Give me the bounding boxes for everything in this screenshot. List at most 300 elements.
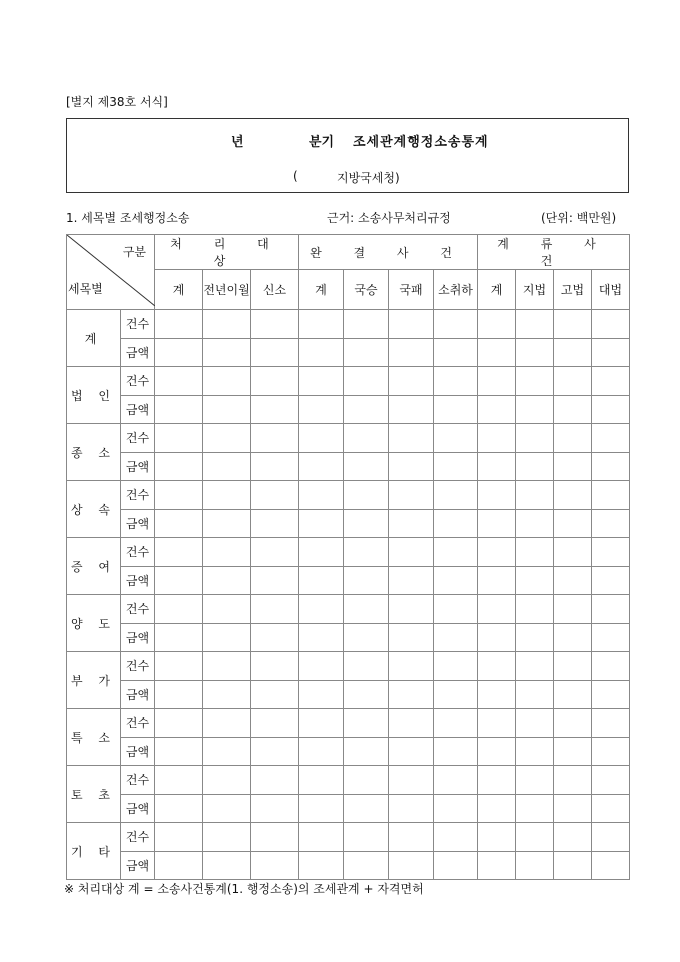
data-cell[interactable] bbox=[554, 395, 592, 424]
data-cell[interactable] bbox=[344, 310, 389, 339]
data-cell[interactable] bbox=[203, 652, 251, 681]
data-cell[interactable] bbox=[299, 623, 344, 652]
data-cell[interactable] bbox=[389, 395, 434, 424]
data-cell[interactable] bbox=[554, 509, 592, 538]
sub-header-cell: 계 bbox=[299, 270, 344, 310]
category-label: 계 bbox=[84, 331, 103, 346]
data-cell[interactable] bbox=[389, 424, 434, 453]
category-cell bbox=[67, 310, 121, 367]
corner-label-semok: 세목별 bbox=[68, 282, 103, 296]
corner-label-gubun: 구분 bbox=[122, 245, 146, 259]
sub-header-cell: 신소 bbox=[251, 270, 299, 310]
data-cell[interactable] bbox=[251, 310, 299, 339]
data-cell[interactable] bbox=[478, 538, 516, 567]
data-cell[interactable] bbox=[516, 766, 554, 795]
data-cell[interactable] bbox=[434, 310, 478, 339]
data-cell[interactable] bbox=[592, 310, 630, 339]
data-cell[interactable] bbox=[203, 595, 251, 624]
table-row bbox=[67, 424, 630, 453]
data-cell[interactable] bbox=[516, 823, 554, 852]
data-cell[interactable] bbox=[434, 424, 478, 453]
table-row bbox=[67, 310, 630, 339]
data-cell[interactable] bbox=[516, 623, 554, 652]
data-cell[interactable] bbox=[478, 509, 516, 538]
data-cell[interactable] bbox=[389, 623, 434, 652]
footnote: ※ 처리대상 계 = 소송사건통계(1. 행정소송)의 조세관계 + 자격면허 bbox=[64, 882, 424, 896]
data-cell[interactable] bbox=[389, 794, 434, 823]
data-cell[interactable] bbox=[389, 595, 434, 624]
row-sub-label: 금액 bbox=[121, 794, 155, 823]
table-row bbox=[67, 509, 630, 538]
data-cell[interactable] bbox=[592, 538, 630, 567]
group-header-processing bbox=[155, 235, 299, 270]
data-cell[interactable] bbox=[155, 737, 203, 766]
row-sub-label: 금액 bbox=[121, 737, 155, 766]
data-cell[interactable] bbox=[516, 709, 554, 738]
data-cell[interactable] bbox=[478, 367, 516, 396]
sub-header-cell: 대법 bbox=[592, 270, 630, 310]
data-cell[interactable] bbox=[516, 595, 554, 624]
data-cell[interactable] bbox=[516, 424, 554, 453]
data-cell[interactable] bbox=[299, 709, 344, 738]
data-cell[interactable] bbox=[155, 338, 203, 367]
data-cell[interactable] bbox=[155, 652, 203, 681]
data-cell[interactable] bbox=[478, 481, 516, 510]
data-cell[interactable] bbox=[554, 623, 592, 652]
data-cell[interactable] bbox=[516, 538, 554, 567]
data-cell[interactable] bbox=[516, 794, 554, 823]
data-cell[interactable] bbox=[592, 794, 630, 823]
data-cell[interactable] bbox=[592, 452, 630, 481]
data-cell[interactable] bbox=[592, 737, 630, 766]
data-cell[interactable] bbox=[299, 652, 344, 681]
data-cell[interactable] bbox=[434, 509, 478, 538]
data-cell[interactable] bbox=[344, 509, 389, 538]
sub-header-cell: 계 bbox=[478, 270, 516, 310]
data-cell[interactable] bbox=[592, 424, 630, 453]
data-cell[interactable] bbox=[344, 367, 389, 396]
data-cell[interactable] bbox=[203, 680, 251, 709]
data-cell[interactable] bbox=[299, 680, 344, 709]
data-cell[interactable] bbox=[554, 424, 592, 453]
data-cell[interactable] bbox=[203, 623, 251, 652]
data-cell[interactable] bbox=[516, 566, 554, 595]
data-cell[interactable] bbox=[554, 709, 592, 738]
row-sub-label: 건수 bbox=[121, 538, 155, 567]
data-cell[interactable] bbox=[344, 766, 389, 795]
data-cell[interactable] bbox=[554, 766, 592, 795]
data-cell[interactable] bbox=[478, 766, 516, 795]
data-cell[interactable] bbox=[344, 652, 389, 681]
data-cell[interactable] bbox=[155, 395, 203, 424]
data-cell[interactable] bbox=[592, 652, 630, 681]
data-cell[interactable] bbox=[434, 338, 478, 367]
data-cell[interactable] bbox=[478, 424, 516, 453]
data-cell[interactable] bbox=[389, 851, 434, 880]
data-cell[interactable] bbox=[434, 766, 478, 795]
corner-header-cell bbox=[67, 235, 155, 310]
table-row bbox=[67, 566, 630, 595]
sub-header-cell: 전년이월 bbox=[203, 270, 251, 310]
data-cell[interactable] bbox=[251, 595, 299, 624]
category-cell bbox=[67, 652, 121, 709]
data-cell[interactable] bbox=[203, 452, 251, 481]
category-cell bbox=[67, 766, 121, 823]
data-cell[interactable] bbox=[554, 680, 592, 709]
row-sub-label: 금액 bbox=[121, 623, 155, 652]
group-header-label: 처 리 대 상 bbox=[170, 237, 283, 268]
data-cell[interactable] bbox=[554, 310, 592, 339]
data-cell[interactable] bbox=[344, 709, 389, 738]
data-cell[interactable] bbox=[554, 566, 592, 595]
data-cell[interactable] bbox=[592, 680, 630, 709]
data-cell[interactable] bbox=[554, 851, 592, 880]
group-header-label: 완 결 사 건 bbox=[310, 245, 466, 260]
sub-header-cell: 소취하 bbox=[434, 270, 478, 310]
data-cell[interactable] bbox=[251, 338, 299, 367]
data-cell[interactable] bbox=[251, 794, 299, 823]
data-cell[interactable] bbox=[434, 595, 478, 624]
data-cell[interactable] bbox=[592, 709, 630, 738]
data-cell[interactable] bbox=[389, 338, 434, 367]
data-cell[interactable] bbox=[389, 737, 434, 766]
row-sub-label: 건수 bbox=[121, 766, 155, 795]
data-cell[interactable] bbox=[554, 595, 592, 624]
data-cell[interactable] bbox=[389, 680, 434, 709]
data-cell[interactable] bbox=[592, 823, 630, 852]
data-cell[interactable] bbox=[344, 737, 389, 766]
data-cell[interactable] bbox=[389, 709, 434, 738]
row-sub-label: 건수 bbox=[121, 652, 155, 681]
data-cell[interactable] bbox=[203, 538, 251, 567]
data-cell[interactable] bbox=[344, 823, 389, 852]
group-header-pending bbox=[478, 235, 630, 270]
data-cell[interactable] bbox=[251, 395, 299, 424]
data-cell[interactable] bbox=[389, 652, 434, 681]
row-sub-label: 금액 bbox=[121, 452, 155, 481]
data-cell[interactable] bbox=[251, 452, 299, 481]
data-cell[interactable] bbox=[344, 452, 389, 481]
data-cell[interactable] bbox=[389, 310, 434, 339]
data-cell[interactable] bbox=[251, 623, 299, 652]
data-cell[interactable] bbox=[478, 652, 516, 681]
data-cell[interactable] bbox=[203, 737, 251, 766]
data-cell[interactable] bbox=[389, 509, 434, 538]
data-cell[interactable] bbox=[155, 823, 203, 852]
table-row bbox=[67, 452, 630, 481]
data-cell[interactable] bbox=[299, 823, 344, 852]
data-cell[interactable] bbox=[434, 851, 478, 880]
data-cell[interactable] bbox=[434, 709, 478, 738]
data-cell[interactable] bbox=[344, 851, 389, 880]
row-sub-label: 금액 bbox=[121, 338, 155, 367]
table-row bbox=[67, 766, 630, 795]
data-cell[interactable] bbox=[434, 481, 478, 510]
data-cell[interactable] bbox=[592, 338, 630, 367]
data-cell[interactable] bbox=[203, 709, 251, 738]
category-label: 부 가 bbox=[71, 673, 116, 688]
data-cell[interactable] bbox=[554, 538, 592, 567]
data-cell[interactable] bbox=[434, 538, 478, 567]
data-cell[interactable] bbox=[299, 851, 344, 880]
data-cell[interactable] bbox=[299, 367, 344, 396]
data-cell[interactable] bbox=[434, 623, 478, 652]
data-cell[interactable] bbox=[389, 452, 434, 481]
data-cell[interactable] bbox=[592, 623, 630, 652]
data-cell[interactable] bbox=[203, 395, 251, 424]
data-cell[interactable] bbox=[592, 851, 630, 880]
title-box bbox=[66, 118, 629, 193]
data-cell[interactable] bbox=[516, 395, 554, 424]
data-cell[interactable] bbox=[554, 794, 592, 823]
row-sub-label: 금액 bbox=[121, 680, 155, 709]
table-row bbox=[67, 367, 630, 396]
row-sub-label: 건수 bbox=[121, 481, 155, 510]
data-cell[interactable] bbox=[299, 395, 344, 424]
data-cell[interactable] bbox=[554, 452, 592, 481]
table-row bbox=[67, 652, 630, 681]
data-cell[interactable] bbox=[344, 794, 389, 823]
data-cell[interactable] bbox=[299, 310, 344, 339]
data-cell[interactable] bbox=[155, 595, 203, 624]
data-cell[interactable] bbox=[478, 823, 516, 852]
data-cell[interactable] bbox=[478, 680, 516, 709]
form-number-label: [별지 제38호 서식] bbox=[66, 95, 168, 109]
table-row bbox=[67, 709, 630, 738]
section-basis: 근거: 소송사무처리규정 bbox=[327, 211, 451, 225]
data-cell[interactable] bbox=[516, 481, 554, 510]
row-sub-label: 금액 bbox=[121, 566, 155, 595]
category-label: 특 소 bbox=[71, 730, 116, 745]
data-cell[interactable] bbox=[554, 823, 592, 852]
data-cell[interactable] bbox=[251, 652, 299, 681]
data-cell[interactable] bbox=[155, 680, 203, 709]
data-cell[interactable] bbox=[203, 509, 251, 538]
data-cell[interactable] bbox=[344, 680, 389, 709]
data-cell[interactable] bbox=[155, 481, 203, 510]
data-cell[interactable] bbox=[592, 509, 630, 538]
category-cell bbox=[67, 595, 121, 652]
data-cell[interactable] bbox=[344, 595, 389, 624]
data-cell[interactable] bbox=[251, 709, 299, 738]
data-cell[interactable] bbox=[299, 452, 344, 481]
data-cell[interactable] bbox=[155, 538, 203, 567]
data-cell[interactable] bbox=[389, 566, 434, 595]
row-sub-label: 건수 bbox=[121, 310, 155, 339]
data-cell[interactable] bbox=[203, 851, 251, 880]
category-cell bbox=[67, 481, 121, 538]
category-label: 양 도 bbox=[71, 616, 116, 631]
data-cell[interactable] bbox=[478, 623, 516, 652]
table-row bbox=[67, 823, 630, 852]
data-cell[interactable] bbox=[554, 338, 592, 367]
table-row bbox=[67, 538, 630, 567]
data-cell[interactable] bbox=[251, 680, 299, 709]
data-cell[interactable] bbox=[155, 794, 203, 823]
category-label: 증 여 bbox=[71, 559, 116, 574]
data-cell[interactable] bbox=[478, 338, 516, 367]
data-cell[interactable] bbox=[203, 566, 251, 595]
data-cell[interactable] bbox=[344, 424, 389, 453]
data-cell[interactable] bbox=[516, 310, 554, 339]
data-cell[interactable] bbox=[389, 766, 434, 795]
data-cell[interactable] bbox=[251, 766, 299, 795]
data-cell[interactable] bbox=[478, 709, 516, 738]
data-cell[interactable] bbox=[434, 566, 478, 595]
data-cell[interactable] bbox=[251, 851, 299, 880]
data-cell[interactable] bbox=[478, 595, 516, 624]
category-cell bbox=[67, 367, 121, 424]
data-cell[interactable] bbox=[203, 367, 251, 396]
data-cell[interactable] bbox=[251, 566, 299, 595]
data-cell[interactable] bbox=[203, 766, 251, 795]
data-cell[interactable] bbox=[592, 481, 630, 510]
row-sub-label: 건수 bbox=[121, 709, 155, 738]
data-cell[interactable] bbox=[516, 737, 554, 766]
group-header-label: 계 류 사 건 bbox=[497, 237, 610, 268]
data-cell[interactable] bbox=[299, 566, 344, 595]
data-cell[interactable] bbox=[592, 395, 630, 424]
sub-header-cell: 고법 bbox=[554, 270, 592, 310]
row-sub-label: 건수 bbox=[121, 595, 155, 624]
data-cell[interactable] bbox=[344, 338, 389, 367]
data-cell[interactable] bbox=[478, 737, 516, 766]
data-cell[interactable] bbox=[554, 367, 592, 396]
data-cell[interactable] bbox=[434, 737, 478, 766]
office-paren-open: ( bbox=[293, 169, 298, 183]
data-cell[interactable] bbox=[155, 851, 203, 880]
data-cell[interactable] bbox=[434, 395, 478, 424]
data-cell[interactable] bbox=[554, 481, 592, 510]
data-cell[interactable] bbox=[344, 623, 389, 652]
data-cell[interactable] bbox=[344, 481, 389, 510]
data-cell[interactable] bbox=[155, 424, 203, 453]
data-cell[interactable] bbox=[516, 452, 554, 481]
table-row bbox=[67, 623, 630, 652]
data-cell[interactable] bbox=[478, 794, 516, 823]
data-cell[interactable] bbox=[251, 509, 299, 538]
section-title: 1. 세목별 조세행정소송 bbox=[66, 211, 190, 225]
data-cell[interactable] bbox=[592, 595, 630, 624]
data-cell[interactable] bbox=[203, 794, 251, 823]
data-cell[interactable] bbox=[516, 338, 554, 367]
data-cell[interactable] bbox=[203, 481, 251, 510]
data-cell[interactable] bbox=[155, 709, 203, 738]
table-row bbox=[67, 481, 630, 510]
data-cell[interactable] bbox=[344, 538, 389, 567]
data-cell[interactable] bbox=[344, 395, 389, 424]
data-cell[interactable] bbox=[434, 680, 478, 709]
data-cell[interactable] bbox=[299, 766, 344, 795]
data-cell[interactable] bbox=[299, 794, 344, 823]
data-cell[interactable] bbox=[299, 538, 344, 567]
data-cell[interactable] bbox=[299, 338, 344, 367]
data-cell[interactable] bbox=[299, 509, 344, 538]
data-cell[interactable] bbox=[592, 766, 630, 795]
data-cell[interactable] bbox=[554, 652, 592, 681]
data-cell[interactable] bbox=[155, 766, 203, 795]
data-cell[interactable] bbox=[155, 509, 203, 538]
data-cell[interactable] bbox=[554, 737, 592, 766]
data-cell[interactable] bbox=[203, 338, 251, 367]
data-cell[interactable] bbox=[155, 452, 203, 481]
data-cell[interactable] bbox=[478, 851, 516, 880]
data-cell[interactable] bbox=[389, 538, 434, 567]
table-row bbox=[67, 595, 630, 624]
data-cell[interactable] bbox=[434, 652, 478, 681]
data-cell[interactable] bbox=[434, 367, 478, 396]
row-sub-label: 금액 bbox=[121, 395, 155, 424]
statistics-table bbox=[66, 234, 630, 880]
data-cell[interactable] bbox=[251, 737, 299, 766]
data-cell[interactable] bbox=[203, 424, 251, 453]
data-cell[interactable] bbox=[155, 367, 203, 396]
data-cell[interactable] bbox=[251, 538, 299, 567]
data-cell[interactable] bbox=[299, 424, 344, 453]
data-cell[interactable] bbox=[251, 424, 299, 453]
data-cell[interactable] bbox=[434, 794, 478, 823]
data-cell[interactable] bbox=[299, 595, 344, 624]
data-cell[interactable] bbox=[434, 452, 478, 481]
data-cell[interactable] bbox=[592, 367, 630, 396]
category-label: 토 초 bbox=[71, 787, 116, 802]
data-cell[interactable] bbox=[516, 652, 554, 681]
data-cell[interactable] bbox=[516, 509, 554, 538]
data-cell[interactable] bbox=[251, 823, 299, 852]
data-cell[interactable] bbox=[389, 367, 434, 396]
sub-header-cell: 지법 bbox=[516, 270, 554, 310]
data-cell[interactable] bbox=[478, 310, 516, 339]
data-cell[interactable] bbox=[478, 452, 516, 481]
data-cell[interactable] bbox=[478, 395, 516, 424]
data-cell[interactable] bbox=[155, 623, 203, 652]
data-cell[interactable] bbox=[592, 566, 630, 595]
data-cell[interactable] bbox=[434, 823, 478, 852]
data-cell[interactable] bbox=[516, 851, 554, 880]
data-cell[interactable] bbox=[251, 481, 299, 510]
data-cell[interactable] bbox=[344, 566, 389, 595]
sub-header-cell: 계 bbox=[155, 270, 203, 310]
section-unit: (단위: 백만원) bbox=[541, 211, 617, 225]
table-row bbox=[67, 851, 630, 880]
form-title: 조세관계행정소송통계 bbox=[353, 135, 489, 150]
data-cell[interactable] bbox=[389, 823, 434, 852]
category-cell bbox=[67, 709, 121, 766]
data-cell[interactable] bbox=[516, 680, 554, 709]
data-cell[interactable] bbox=[389, 481, 434, 510]
data-cell[interactable] bbox=[299, 481, 344, 510]
category-cell bbox=[67, 823, 121, 880]
category-cell bbox=[67, 424, 121, 481]
data-cell[interactable] bbox=[155, 310, 203, 339]
year-label: 년 bbox=[231, 135, 244, 150]
data-cell[interactable] bbox=[251, 367, 299, 396]
data-cell[interactable] bbox=[155, 566, 203, 595]
data-cell[interactable] bbox=[478, 566, 516, 595]
row-sub-label: 금액 bbox=[121, 851, 155, 880]
data-cell[interactable] bbox=[203, 823, 251, 852]
category-label: 상 속 bbox=[71, 502, 116, 517]
row-sub-label: 건수 bbox=[121, 823, 155, 852]
category-label: 종 소 bbox=[71, 445, 116, 460]
category-cell bbox=[67, 538, 121, 595]
sub-header-cell: 국패 bbox=[389, 270, 434, 310]
data-cell[interactable] bbox=[203, 310, 251, 339]
table-row bbox=[67, 395, 630, 424]
sub-header-cell: 국승 bbox=[344, 270, 389, 310]
data-cell[interactable] bbox=[299, 737, 344, 766]
data-cell[interactable] bbox=[516, 367, 554, 396]
